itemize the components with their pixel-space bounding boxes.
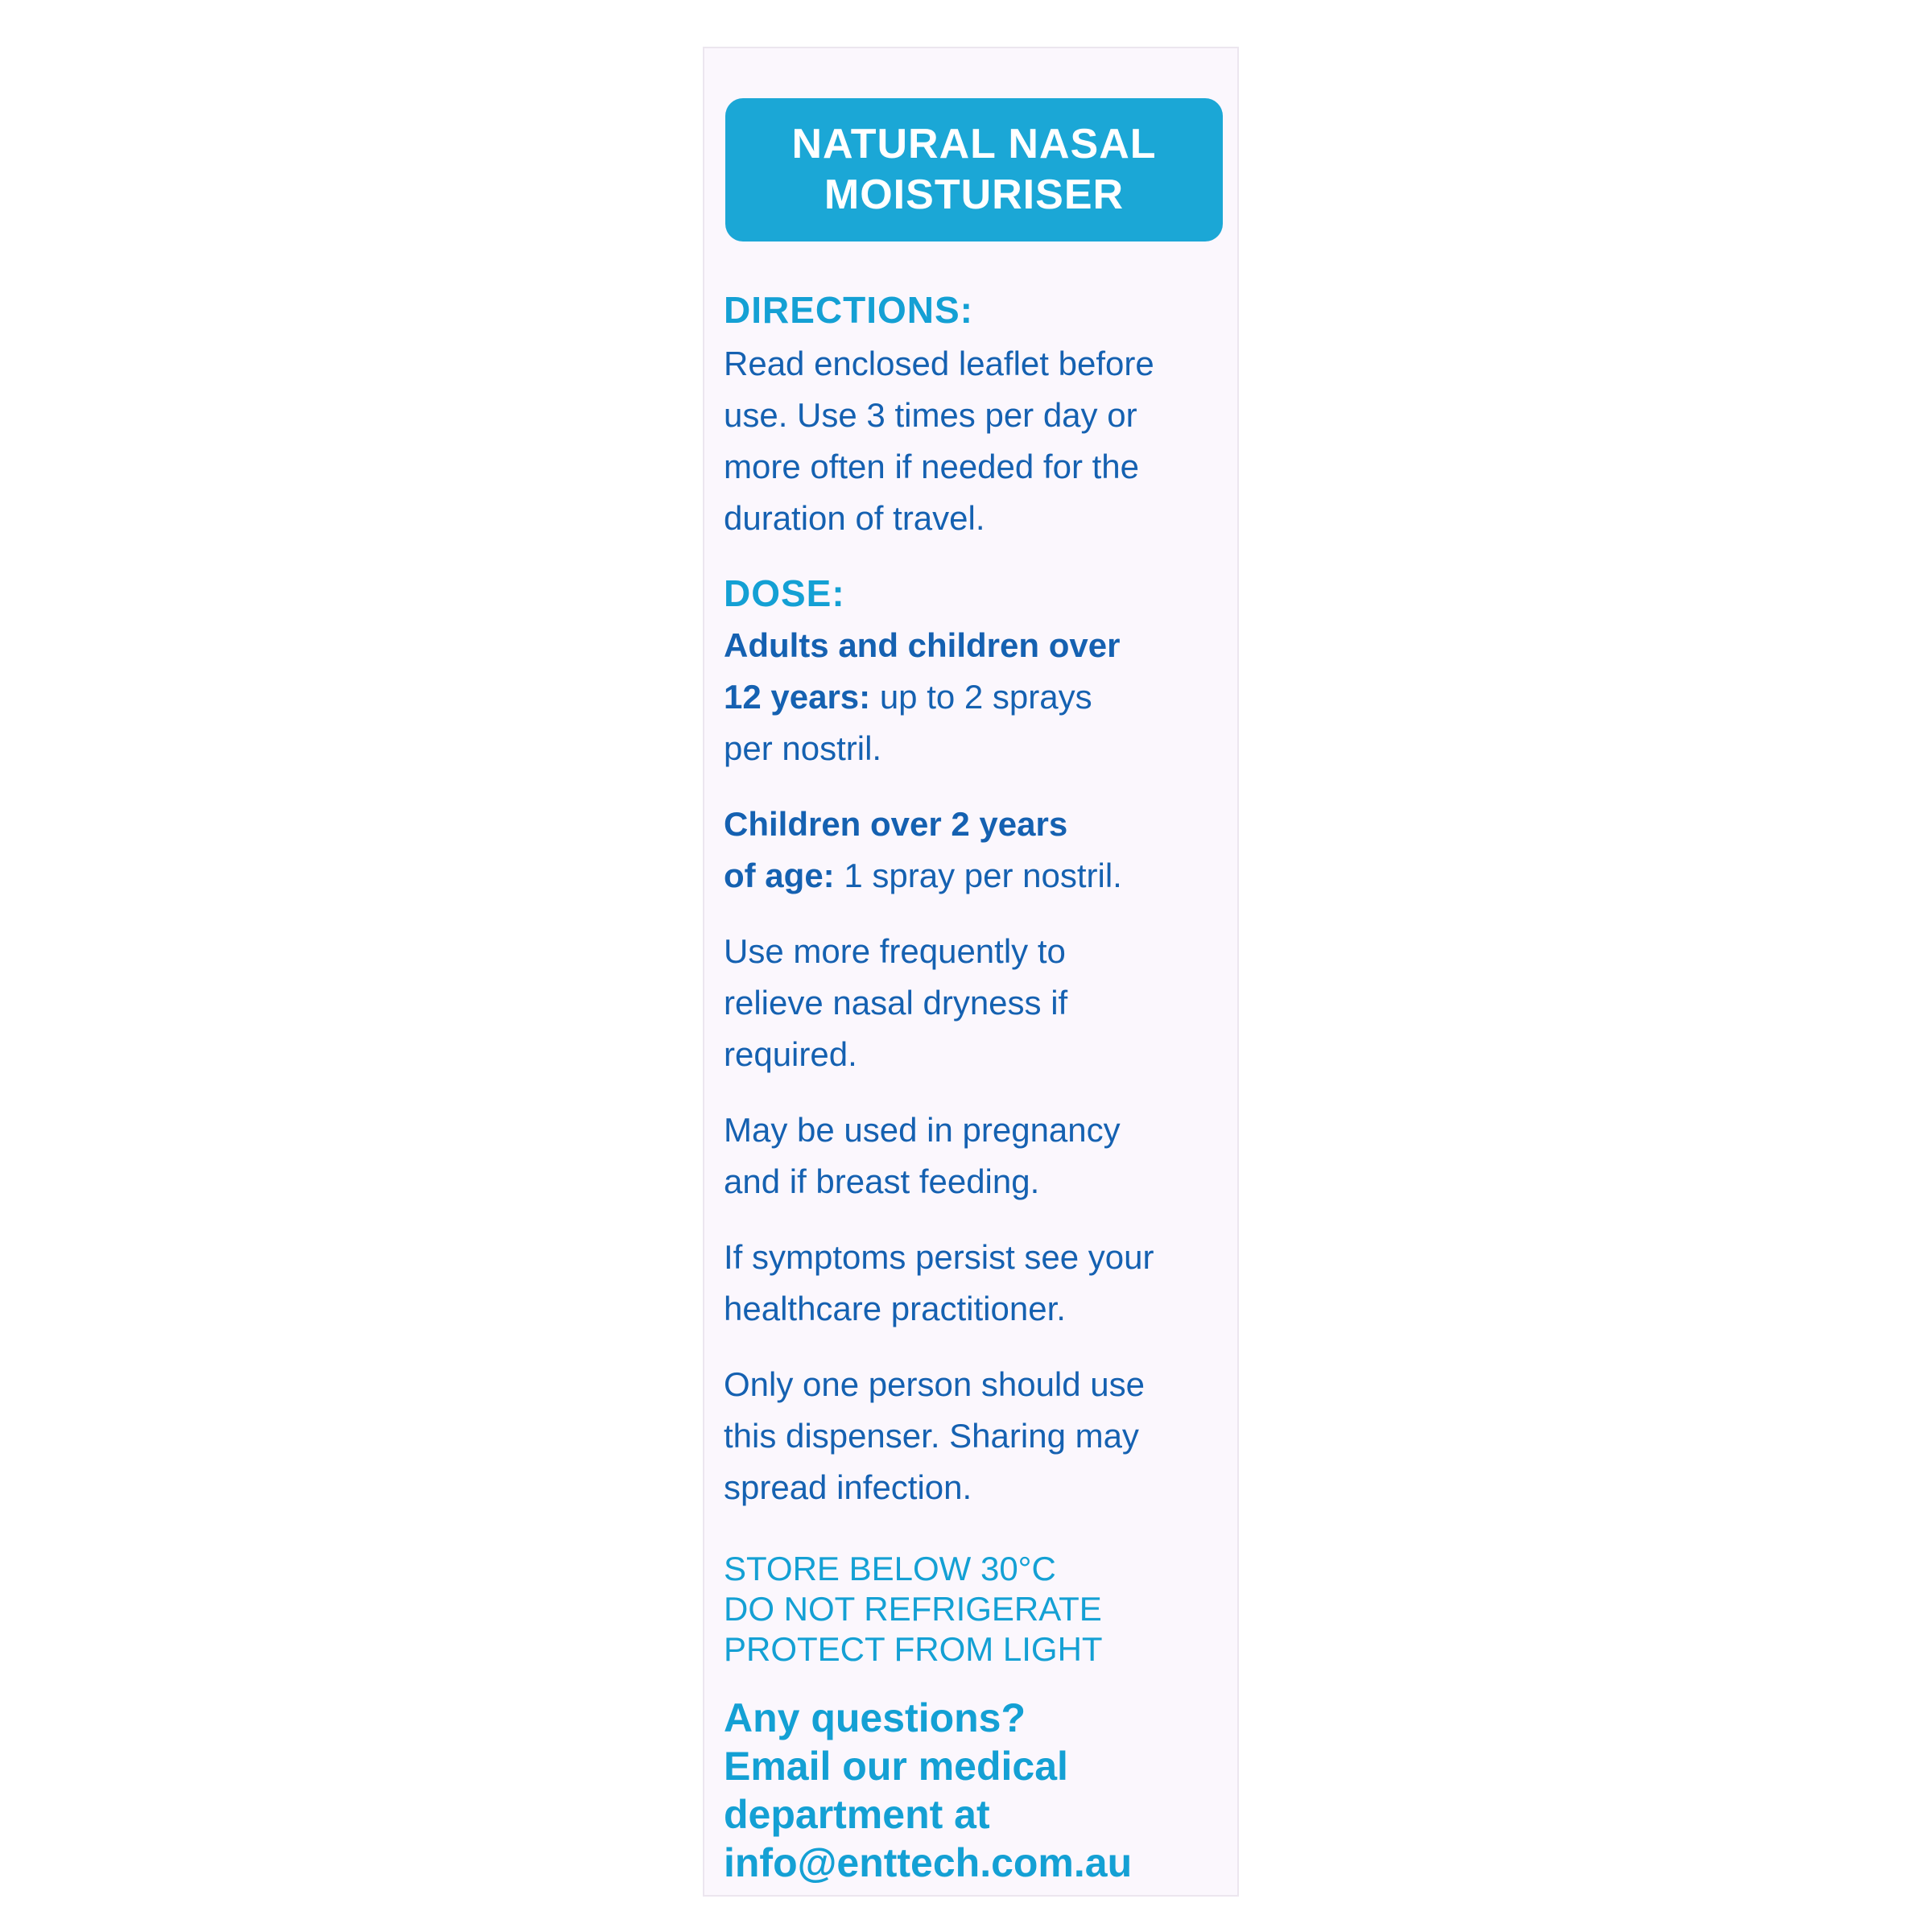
contact-line: Email our medical — [724, 1744, 1068, 1789]
directions-line: use. Use 3 times per day or — [724, 396, 1137, 434]
frequency-text — [724, 926, 1067, 1080]
storage-line: STORE BELOW 30°C — [724, 1550, 1056, 1587]
dose-adults-text — [724, 620, 1120, 774]
product-title-banner — [725, 98, 1223, 242]
sharing-line: this dispenser. Sharing may — [724, 1417, 1139, 1455]
contact-email: info@enttech.com.au — [724, 1840, 1133, 1885]
frequency-line: relieve nasal dryness if — [724, 984, 1068, 1022]
product-title-line-1: NATURAL NASAL — [791, 121, 1157, 167]
symptoms-text — [724, 1232, 1154, 1335]
symptoms-line: healthcare practitioner. — [724, 1290, 1066, 1327]
directions-line: duration of travel. — [724, 499, 985, 537]
frequency-line: Use more frequently to — [724, 932, 1066, 970]
pregnancy-line: and if breast feeding. — [724, 1162, 1040, 1200]
frequency-line: required. — [724, 1035, 857, 1073]
dose-adults-label-age: 12 years: — [724, 678, 871, 716]
sharing-text — [724, 1359, 1145, 1513]
directions-heading: DIRECTIONS: — [724, 289, 973, 331]
dose-adults-amount-end: per nostril. — [724, 729, 882, 767]
dose-adults-label: Adults and children over — [724, 626, 1121, 664]
dose-children-amount: 1 spray per nostril. — [834, 857, 1122, 894]
contact-line: Any questions? — [724, 1695, 1026, 1740]
product-title-line-2: MOISTURISER — [824, 171, 1125, 218]
contact-info — [724, 1694, 1132, 1887]
symptoms-line: If symptoms persist see your — [724, 1238, 1154, 1276]
storage-line: PROTECT FROM LIGHT — [724, 1630, 1103, 1668]
dose-adults-amount: up to 2 sprays — [870, 678, 1092, 716]
storage-line: DO NOT REFRIGERATE — [724, 1590, 1102, 1628]
directions-text — [724, 338, 1154, 544]
contact-line: department at — [724, 1792, 990, 1837]
pregnancy-line: May be used in pregnancy — [724, 1111, 1121, 1149]
dose-heading: DOSE: — [724, 572, 845, 614]
dose-children-label-age: of age: — [724, 857, 835, 894]
pregnancy-text — [724, 1104, 1121, 1208]
sharing-line: spread infection. — [724, 1468, 972, 1506]
directions-line: more often if needed for the — [724, 448, 1139, 485]
storage-instructions — [724, 1549, 1103, 1670]
dose-children-label: Children over 2 years — [724, 805, 1068, 843]
sharing-line: Only one person should use — [724, 1365, 1146, 1403]
package-side-panel — [703, 47, 1239, 1897]
dose-children-text — [724, 799, 1122, 902]
directions-line: Read enclosed leaflet before — [724, 345, 1154, 382]
